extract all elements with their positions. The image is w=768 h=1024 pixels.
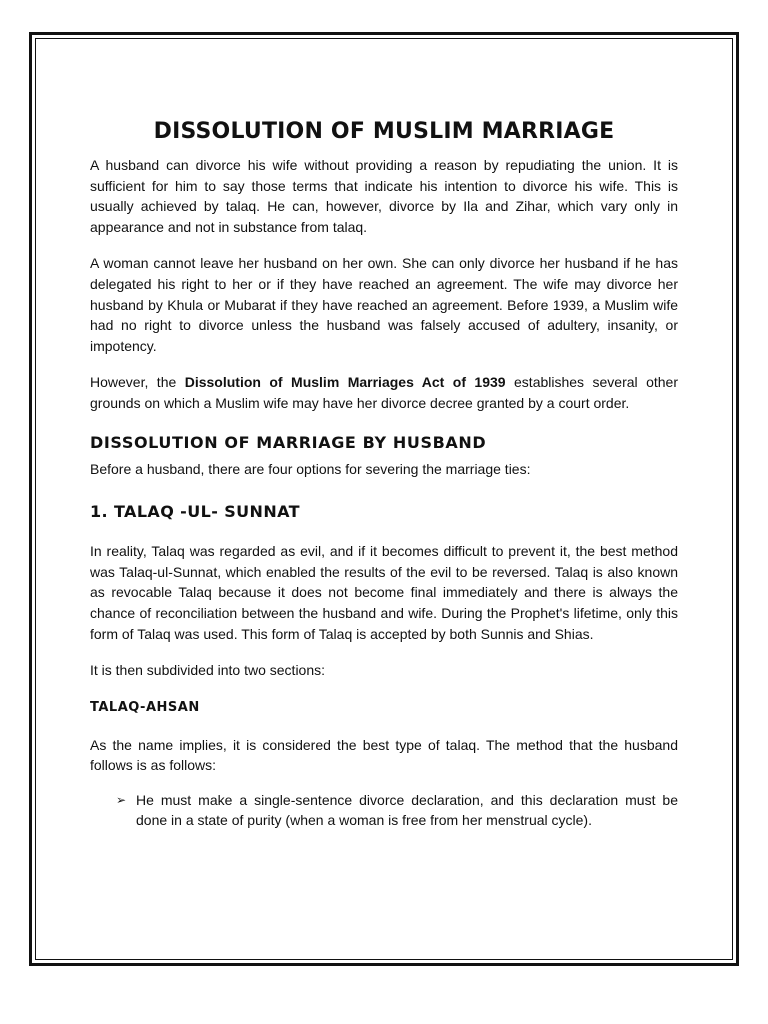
talaq-sunnat-paragraph-2: It is then subdivided into two sections: — [90, 662, 326, 679]
intro-paragraph-3 — [90, 372, 678, 413]
intro-paragraph-3-after: establishes several other grounds on which a Muslim wife may have her divorce decree granted by a court order. — [90, 374, 678, 411]
document-title: DISSOLUTION OF MUSLIM MARRIAGE — [153, 119, 615, 144]
act-name: Dissolution of Muslim Marriages Act of 1939 — [184, 374, 506, 391]
section-husband-lead: Before a husband, there are four options for severing the marriage ties: — [90, 460, 531, 477]
talaq-ahsan-paragraph-1: As the name implies, it is considered the best type of talaq. The method that the husband follows is as follows: — [90, 736, 678, 774]
section-heading-talaq-ahsan: TALAQ-AHSAN — [90, 699, 200, 715]
bullet-text: He must make a single-sentence divorce declaration, and this declaration must be done in a state of purity (when a woman is free from her menstrual cycle). — [136, 791, 678, 829]
intro-paragraph-2: A woman cannot leave her husband on her own. She can only divorce her husband if he has delegated his right to her or if they have reached an agreement. The wife may divorce her husband by Khula or Mubarat if they have reached an agreement. Before 1939, a Muslim wife had no right to divorce unless the husband was falsely accused of adultery, insanity, or impotency. — [90, 255, 678, 354]
talaq-ahsan-bullet-list — [90, 790, 678, 831]
list-item — [90, 790, 678, 831]
arrowhead-bullet-icon: ➢ — [116, 792, 127, 807]
intro-paragraph-3-before: However, the — [90, 374, 185, 391]
document-body — [90, 118, 678, 831]
intro-paragraph-1: A husband can divorce his wife without providing a reason by repudiating the union. It is sufficient for him to say those terms that indicate his intention to divorce his wife. This is usually achieved by talaq. He can, however, divorce by Ila and Zihar, which vary only in appearance and not in substance from talaq. — [90, 157, 678, 235]
section-heading-husband: DISSOLUTION OF MARRIAGE BY HUSBAND — [90, 432, 487, 452]
talaq-sunnat-paragraph-1: In reality, Talaq was regarded as evil, and if it becomes difficult to prevent it, the best method was Talaq-ul-Sunnat, which enabled the results of the evil to be reversed. Talaq is also known as revocable Talaq because it does not become final immediately and there is always the chance of reconciliation between the husband and wife. During the Prophet's lifetime, only this form of Talaq was used. This form of Talaq is accepted by both Sunnis and Shias. — [90, 543, 678, 642]
section-heading-talaq-sunnat: 1. TALAQ -UL- SUNNAT — [90, 502, 300, 522]
